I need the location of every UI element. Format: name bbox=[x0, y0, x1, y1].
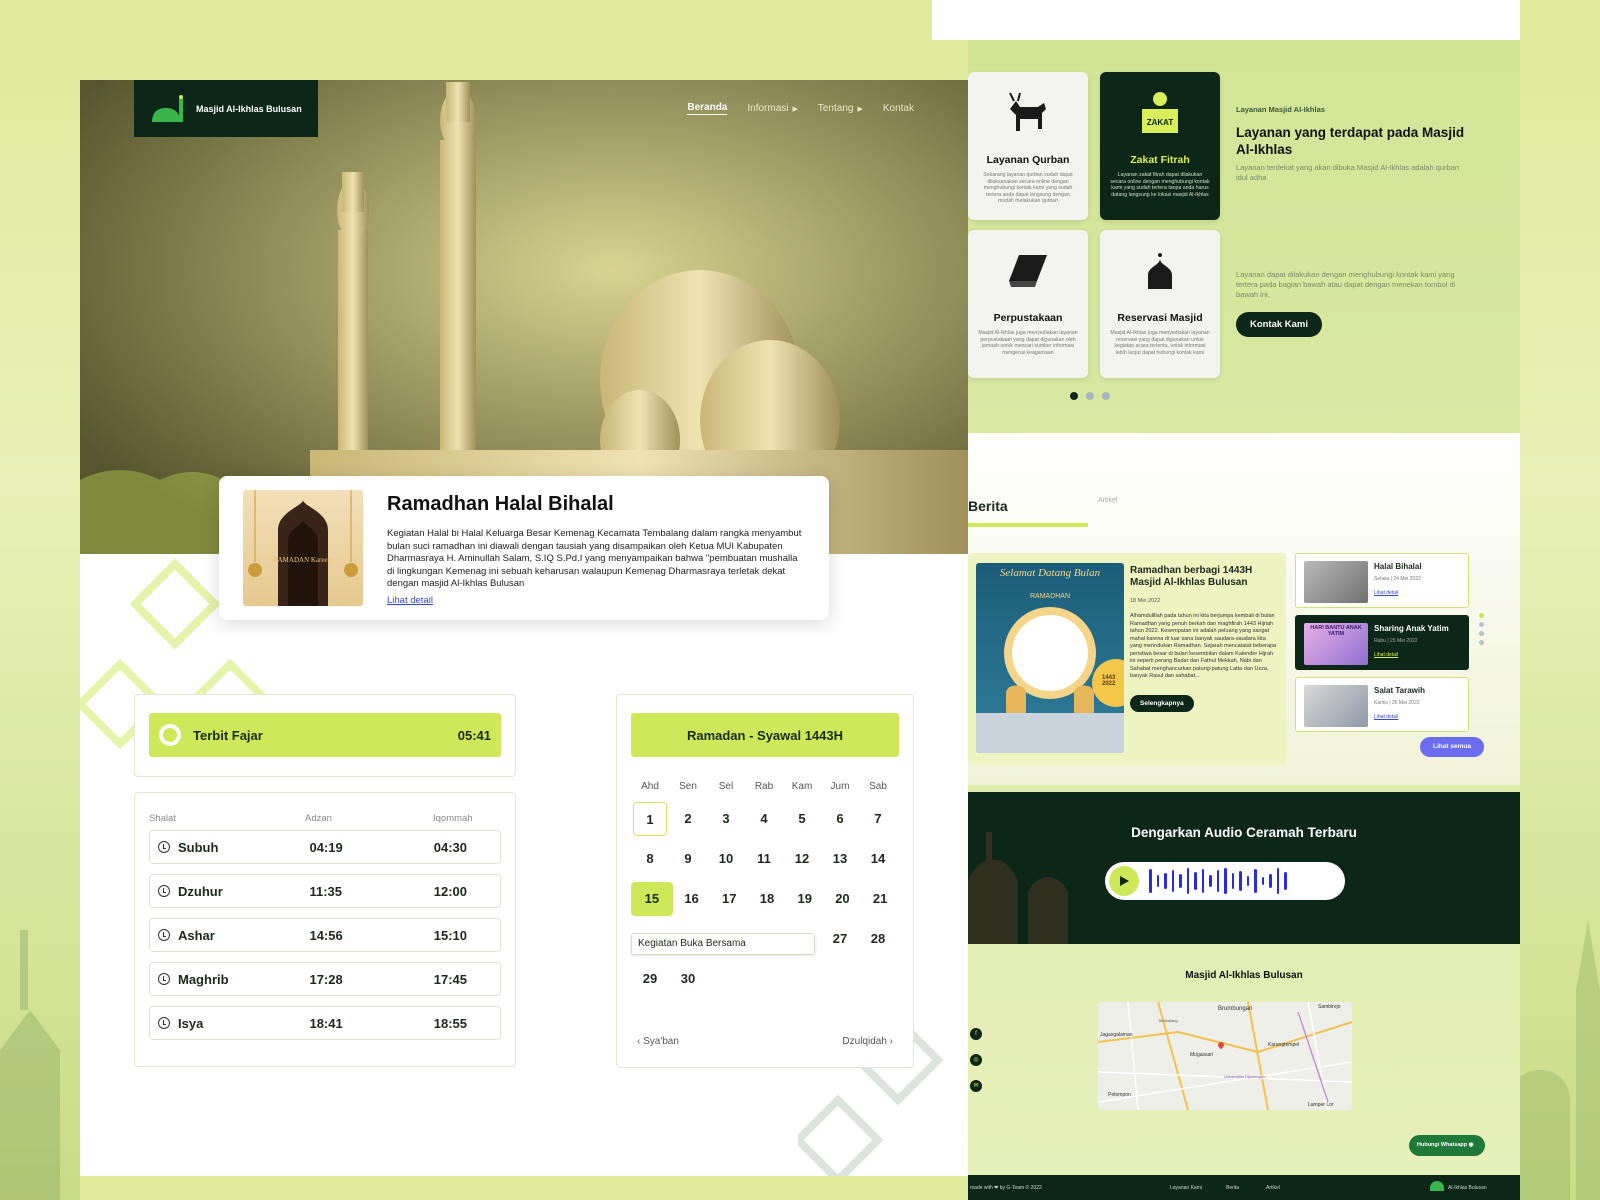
prayer-name: Isya bbox=[178, 1015, 204, 1031]
map-label: Tembalang bbox=[1158, 1018, 1178, 1023]
nav-kontak-label: Kontak bbox=[882, 103, 914, 114]
news-side-title: Halal Bihalal bbox=[1374, 562, 1422, 571]
iqomah-time: 12:00 bbox=[433, 883, 467, 899]
news-image-title: Selamat Datang Bulan bbox=[999, 567, 1101, 579]
mail-icon[interactable]: ✉ bbox=[970, 1080, 982, 1092]
clock-icon bbox=[158, 841, 170, 853]
tab-berita[interactable] bbox=[968, 498, 1008, 514]
calendar-week bbox=[631, 806, 899, 832]
clock-icon bbox=[158, 1017, 170, 1029]
footer-link[interactable]: Artikel bbox=[1266, 1185, 1280, 1191]
right-page-mockup bbox=[968, 40, 1520, 1200]
map-label: Petompon bbox=[1108, 1092, 1131, 1098]
col-iqomah: Iqommah bbox=[433, 813, 473, 824]
service-card-zakat[interactable] bbox=[1100, 72, 1220, 220]
weekday-label: Sen bbox=[679, 781, 697, 792]
adzan-time: 11:35 bbox=[309, 883, 343, 899]
calendar-day[interactable]: 7 bbox=[874, 811, 882, 826]
service-title: Perpustakaan bbox=[993, 312, 1063, 324]
featured-title: Ramadhan Halal Bihalal bbox=[387, 493, 614, 515]
service-card-perpustakaan[interactable] bbox=[968, 230, 1088, 378]
calendar-day-today[interactable]: 1 bbox=[633, 802, 667, 836]
news-side-day: Selasa bbox=[1374, 576, 1390, 582]
book-icon bbox=[1005, 251, 1051, 291]
chevron-right-icon: › bbox=[886, 1036, 893, 1047]
adzan-time: 18:41 bbox=[309, 1015, 343, 1031]
goat-icon bbox=[1004, 91, 1052, 135]
read-more-button[interactable]: Selengkapnya bbox=[1130, 695, 1194, 712]
news-main-image bbox=[976, 563, 1124, 753]
col-adzan: Adzan bbox=[305, 813, 332, 824]
calendar-day[interactable]: 28 bbox=[870, 931, 886, 946]
brand-logo[interactable] bbox=[134, 80, 318, 137]
play-icon bbox=[1118, 875, 1130, 887]
map-label: Brumbungan bbox=[1218, 1006, 1253, 1012]
sun-ring-icon bbox=[159, 724, 181, 746]
calendar-day[interactable]: 17 bbox=[722, 891, 737, 906]
iqomah-time: 04:30 bbox=[433, 839, 467, 855]
calendar-day[interactable]: 11 bbox=[757, 851, 771, 866]
play-button[interactable] bbox=[1109, 866, 1139, 896]
featured-detail-link[interactable]: Lihat detail bbox=[387, 594, 433, 606]
calendar-day[interactable]: 18 bbox=[759, 891, 775, 906]
whatsapp-icon: ◉ bbox=[1468, 1142, 1474, 1148]
news-side-date: 24 Mei 2022 bbox=[1393, 576, 1421, 582]
carousel-dots bbox=[1070, 392, 1110, 400]
news-side-thumb bbox=[1304, 685, 1368, 727]
calendar-day[interactable]: 2 bbox=[684, 811, 692, 826]
featured-news-card bbox=[219, 476, 829, 620]
site-name: Masjid Al-Ikhlas Bulusan bbox=[196, 103, 302, 114]
prayer-row bbox=[149, 962, 501, 996]
hijri-calendar-card bbox=[616, 694, 914, 1068]
right-top-strip bbox=[932, 0, 1520, 40]
calendar-day[interactable]: 12 bbox=[794, 851, 810, 866]
nav-beranda-label: Beranda bbox=[687, 102, 728, 113]
calendar-day[interactable]: 21 bbox=[872, 891, 888, 906]
news-side-item[interactable]: Salat Tarawih Kamis | 25 Mei 2022 Lihat detail bbox=[1295, 677, 1469, 732]
services-kicker: Layanan Masjid Al-Ikhlas bbox=[1236, 105, 1325, 114]
calendar-week bbox=[631, 886, 899, 912]
calendar-week bbox=[631, 846, 899, 872]
clock-icon bbox=[158, 885, 170, 897]
news-image-sub: RAMADHAN bbox=[1029, 593, 1071, 600]
footer-link[interactable]: Layanan Kami bbox=[1170, 1185, 1202, 1191]
mosque-silhouette-decoration bbox=[968, 792, 1088, 944]
weekday-label: Rab bbox=[754, 781, 774, 792]
location-map[interactable] bbox=[1098, 1002, 1352, 1110]
adzan-time: 14:56 bbox=[309, 927, 343, 943]
tab-artikel[interactable] bbox=[1098, 497, 1117, 504]
prev-month-label: Sya'ban bbox=[643, 1036, 679, 1047]
news-scroll-dots bbox=[1479, 613, 1484, 645]
calendar-day[interactable]: 29 bbox=[642, 971, 658, 986]
footer-link[interactable]: Berita bbox=[1226, 1185, 1240, 1191]
zakat-icon-text: ZAKAT bbox=[1146, 118, 1174, 127]
services-heading: Layanan yang terdapat pada Masjid Al-Ikhlas bbox=[1236, 125, 1465, 157]
news-side-item-active[interactable]: HARI BANTU ANAK YATIM Sharing Anak Yatim Rabu | 25 Mei 2022 Lihat detail bbox=[1295, 615, 1469, 670]
map-roads bbox=[1098, 1002, 1352, 1110]
news-side-day: Kamis bbox=[1374, 700, 1388, 706]
calendar-day[interactable]: 27 bbox=[832, 931, 848, 946]
site-footer bbox=[968, 1175, 1520, 1200]
caret-right-icon: ▶ bbox=[792, 105, 798, 113]
sunrise-label: Terbit Fajar bbox=[193, 727, 263, 743]
facebook-icon[interactable]: f bbox=[970, 1028, 982, 1040]
whatsapp-button[interactable] bbox=[1409, 1135, 1485, 1156]
skyline-left-decoration bbox=[0, 870, 90, 1200]
col-shalat: Shalat bbox=[149, 813, 176, 824]
service-desc: Layanan zakat fitrah dapat dilakukan secara online dengan menghubungi kontak kami yang sudah tertera tanpa anda harus datang langsung ke lokasi masjid Al-Ikhlas bbox=[1110, 172, 1210, 198]
calendar-day[interactable]: 14 bbox=[870, 851, 886, 866]
weekday-label: Kam bbox=[791, 781, 813, 792]
footer-strip bbox=[80, 1176, 968, 1200]
iqomah-time: 15:10 bbox=[433, 927, 467, 943]
footer-mosque-icon bbox=[1430, 1181, 1444, 1191]
main-nav bbox=[687, 102, 914, 115]
news-side-thumb-caption: HARI BANTU ANAK YATIM bbox=[1310, 625, 1362, 637]
mosque-logo-icon bbox=[148, 94, 188, 124]
sunrise-card bbox=[134, 694, 516, 777]
prayer-table-header bbox=[149, 813, 501, 824]
map-label: Universitas Diponegoro bbox=[1224, 1074, 1266, 1079]
calendar-event-tooltip: Kegiatan Buka Bersama bbox=[631, 933, 815, 955]
iqomah-time: 17:45 bbox=[433, 971, 467, 987]
sunrise-time: 05:41 bbox=[457, 727, 491, 743]
nav-beranda[interactable] bbox=[687, 102, 727, 115]
calendar-day-selected[interactable]: 15 bbox=[631, 882, 673, 916]
calendar-day[interactable]: 30 bbox=[680, 971, 696, 986]
calendar-day[interactable]: 20 bbox=[835, 891, 850, 906]
scroll-dot[interactable] bbox=[1479, 640, 1484, 645]
scroll-dot[interactable] bbox=[1479, 631, 1484, 636]
tab-artikel-label: Artikel bbox=[1098, 497, 1118, 504]
services-note: Layanan dapat dilakukan dengan menghubungi kontak kami yang tertera pada bagian bawah atau dapat dengan menekan tombol di bawah ini. bbox=[1236, 270, 1456, 299]
service-title: Reservasi Masjid bbox=[1117, 312, 1203, 324]
service-desc: Masjid Al-Ikhlas juga menyediakan layanan reservasi yang dapat digunakan untuk kegiatan acara tertentu, untuk informasi lebih lanjut dapat hubungi kontak kami bbox=[1110, 330, 1210, 356]
service-desc: Sekarang layanan qurban sudah dapat dilaksanakan secara online dengan menghubungi kontak kami yang sudah tertera anda dapat langsung dengan mudah melakukan qurban bbox=[983, 172, 1073, 204]
prayer-name: Maghrib bbox=[178, 971, 229, 987]
service-title: Layanan Qurban bbox=[986, 154, 1070, 166]
map-label: Sambirejo bbox=[1318, 1004, 1341, 1010]
weekday-label: Sel bbox=[718, 781, 734, 792]
chevron-left-icon: ‹ bbox=[637, 1036, 644, 1047]
map-label: Jagasgalaman bbox=[1100, 1032, 1133, 1038]
map-label: Lamper Lor bbox=[1308, 1102, 1334, 1108]
services-intro bbox=[1236, 105, 1466, 183]
news-side-title: Salat Tarawih bbox=[1374, 686, 1425, 695]
audio-section bbox=[968, 792, 1520, 944]
calendar-day[interactable]: 4 bbox=[760, 811, 768, 826]
tab-berita-underline bbox=[968, 523, 1088, 527]
featured-body: Kegiatan Halal bi Halal Keluarga Besar Kemenag Kecamata Tembalang dalam rangka menyambut bulan suci ramadhan ini diawali dengan tausiah yang disampaikan oleh Ketua MUI Kabupaten Dharmasraya H. Aminullah Salam, S.IQ S.Pd.I yang menyampaikan bahwa "pembuatan mushalla di lingkungan Kemenag ini sebuah keharusan walaupun Kemenag Dharmasraya terletak dekat dengan masjid Al-Ikhlas Bulusan bbox=[387, 528, 802, 589]
news-image-year: 1443 2022 bbox=[1102, 675, 1116, 687]
iqomah-time: 18:55 bbox=[433, 1015, 467, 1031]
calendar-day[interactable]: 8 bbox=[646, 851, 654, 866]
news-side-item[interactable]: Halal Bihalal Selasa | 24 Mei 2022 Lihat detail bbox=[1295, 553, 1469, 608]
map-label: Mugassari bbox=[1190, 1052, 1214, 1058]
caret-right-icon: ▶ bbox=[857, 105, 863, 113]
audio-title: Dengarkan Audio Ceramah Terbaru bbox=[1131, 825, 1357, 840]
scroll-dot[interactable] bbox=[1479, 622, 1484, 627]
nav-tentang-label: Tentang bbox=[817, 103, 854, 114]
ramadhan-frame-illustration bbox=[976, 563, 1124, 753]
calendar-weekdays bbox=[631, 781, 899, 792]
prayer-times-card bbox=[134, 792, 516, 1067]
prayer-row bbox=[149, 918, 501, 952]
footer-brand: Al-Ikhlas Bulusan bbox=[1448, 1185, 1487, 1191]
clock-icon bbox=[158, 929, 170, 941]
calendar-day[interactable]: 6 bbox=[836, 811, 844, 826]
news-section bbox=[968, 433, 1520, 785]
whatsapp-label: Hubungi Whatsapp bbox=[1417, 1142, 1468, 1148]
carousel-dot[interactable] bbox=[1086, 392, 1094, 400]
next-month-label: Dzulqidah bbox=[842, 1036, 887, 1047]
calendar-day[interactable]: 10 bbox=[718, 851, 734, 866]
prayer-name: Subuh bbox=[178, 839, 219, 855]
prayer-name: Ashar bbox=[178, 927, 215, 943]
news-side-link[interactable]: Lihat detail bbox=[1374, 652, 1399, 658]
prev-month-button[interactable] bbox=[637, 1036, 679, 1047]
news-main-body: Alhamdulillah pada tahun ini kita berjumpa kembali di bulan Ramadhan yang penuh berkah dan maghfirah 1443 Hijriah tahun 2022. Kesempatan ini adalah peluang yang sangat mahal karena di luar sana banyak saudara-saudara kita yang merindukan Ramadhan. Sejarah mencatatat beberapa peristiwa besar di bulan kesembilan dalam Kalender Hijrah ini seperti perang Badar dan Fathul Mekkah, Nabi dan Sahabat menghancurkan patung-patung Latta dan Uzza, banyak Rasul dan sahabat... bbox=[1130, 613, 1277, 679]
instagram-icon[interactable]: ◎ bbox=[970, 1054, 982, 1066]
adzan-time: 17:28 bbox=[309, 971, 343, 987]
news-side-thumb bbox=[1304, 561, 1368, 603]
see-all-button[interactable]: Lihat semua bbox=[1420, 737, 1484, 757]
calendar-day[interactable]: 16 bbox=[684, 891, 699, 906]
tab-berita-label: Berita bbox=[968, 498, 1008, 514]
clock-icon bbox=[158, 973, 170, 985]
services-subheading: Layanan terdekat yang akan dibuka Masjid Al-Ikhlas adalah qurban idul adha bbox=[1236, 163, 1460, 182]
home-page-mockup bbox=[80, 80, 968, 1200]
nav-informasi-label: Informasi bbox=[747, 103, 789, 114]
sunrise-bar bbox=[149, 713, 501, 757]
nav-kontak[interactable] bbox=[883, 102, 914, 115]
mosque-icon bbox=[1144, 251, 1176, 291]
contact-button[interactable]: Kontak Kami bbox=[1236, 312, 1322, 337]
carousel-dot[interactable] bbox=[1102, 392, 1110, 400]
service-card-qurban[interactable] bbox=[968, 72, 1088, 220]
service-title: Zakat Fitrah bbox=[1130, 154, 1190, 166]
calendar-day[interactable]: 13 bbox=[832, 851, 848, 866]
news-side-link[interactable]: Lihat detail bbox=[1374, 714, 1399, 720]
prayer-name: Dzuhur bbox=[178, 883, 223, 899]
calendar-week bbox=[631, 966, 899, 992]
news-side-day: Rabu bbox=[1374, 638, 1386, 644]
nav-tentang[interactable] bbox=[818, 102, 863, 115]
service-desc: Masjid Al-Ikhlas juga menyediakan layanan perpustakaan yang dapat digunakan oleh jamaah untuk mencari sumber informasi mengenai keagamaan bbox=[978, 330, 1078, 356]
carousel-dot-active[interactable] bbox=[1070, 392, 1078, 400]
adzan-time: 04:19 bbox=[309, 839, 343, 855]
scroll-dot-active[interactable] bbox=[1479, 613, 1484, 618]
calendar-day[interactable]: 5 bbox=[798, 811, 806, 826]
news-main-card bbox=[968, 553, 1286, 765]
map-label: Karangtempel bbox=[1268, 1042, 1300, 1048]
service-card-reservasi[interactable] bbox=[1100, 230, 1220, 378]
news-side-title: Sharing Anak Yatim bbox=[1374, 624, 1449, 633]
weekday-label: Jum bbox=[830, 781, 850, 792]
calendar-day[interactable]: 19 bbox=[797, 891, 812, 906]
weekday-label: Ahd bbox=[641, 781, 659, 792]
calendar-day[interactable]: 9 bbox=[684, 851, 692, 866]
weekday-label: Sab bbox=[869, 781, 887, 792]
featured-image-caption: RAMADAN Kareem bbox=[272, 556, 334, 564]
ramadan-lantern-illustration bbox=[243, 490, 363, 606]
news-side-date: 25 Mei 2022 bbox=[1391, 700, 1420, 706]
prayer-row bbox=[149, 830, 501, 864]
prayer-row bbox=[149, 1006, 501, 1040]
news-side-link[interactable]: Lihat detail bbox=[1374, 590, 1399, 596]
news-main-date: 18 Mei 2022 bbox=[1130, 598, 1161, 604]
footer-credit: made with ❤ by G-Team © 2022 bbox=[970, 1185, 1042, 1191]
map-title: Masjid Al-Ikhlas Bulusan bbox=[1185, 970, 1303, 981]
calendar-month-nav bbox=[637, 1036, 893, 1047]
prayer-row bbox=[149, 874, 501, 908]
calendar-day[interactable]: 3 bbox=[722, 811, 730, 826]
calendar-title: Ramadan - Syawal 1443H bbox=[631, 713, 899, 757]
next-month-button[interactable] bbox=[842, 1036, 893, 1047]
nav-informasi[interactable] bbox=[747, 102, 798, 115]
news-side-thumb bbox=[1304, 623, 1368, 665]
zakat-box-icon bbox=[1140, 91, 1180, 135]
audio-player bbox=[1105, 862, 1345, 900]
audio-waveform[interactable] bbox=[1149, 868, 1287, 894]
news-side-date: 25 Mei 2022 bbox=[1390, 638, 1418, 644]
featured-news-image bbox=[243, 490, 363, 606]
news-main-title: Ramadhan berbagi 1443H Masjid Al-Ikhlas Bulusan bbox=[1130, 565, 1253, 588]
